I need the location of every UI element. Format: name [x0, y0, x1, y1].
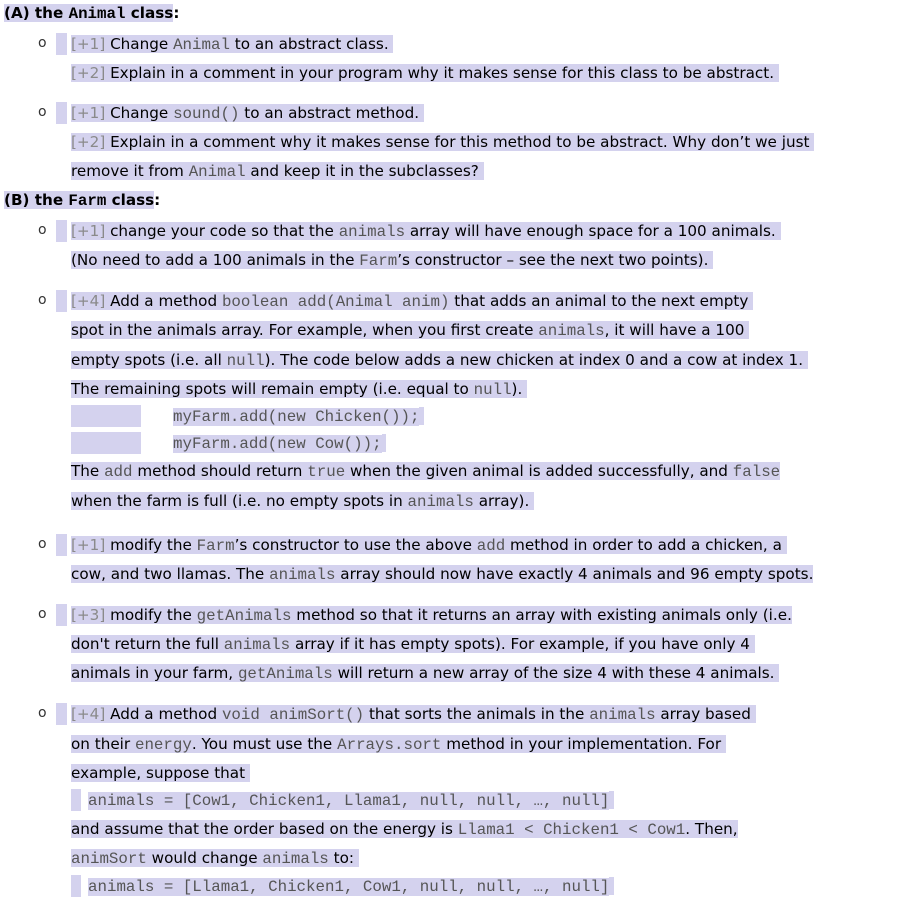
b-item-4-line-2: don't return the full animals array if it has empty spots). For example, if you have only 4: [71, 633, 755, 655]
b-item-2-line-5: The add method should return true when the given animal is added successfully, and false: [71, 462, 781, 481]
b-item-3-line-2: cow, and two llamas. The animals array should now have exactly 4 animals and 96 empty spots.: [71, 565, 814, 584]
b-item-2-line-4: The remaining spots will remain empty (i.e. equal to null).: [71, 378, 527, 400]
section-a-heading: (A) the Animal class:: [4, 4, 180, 23]
a-item-1-line-2: [+2] Explain in a comment in your program why it makes sense for this class to be abstract.: [71, 62, 779, 84]
bullet-icon: o: [38, 606, 47, 622]
bullet-icon: o: [38, 35, 47, 51]
a-item-2-line-3: remove it from Animal and keep it in the subclasses?: [71, 160, 484, 182]
b-item-2-line-3: empty spots (i.e. all null). The code below adds a new chicken at index 0 and a cow at index 1.: [71, 349, 808, 371]
code-indent-highlight: [71, 405, 141, 427]
a-item-2-line-2: [+2] Explain in a comment why it makes sense for this method to be abstract. Why don’t we just: [71, 131, 814, 153]
b-item-5-line-2: on their energy. You must use the Arrays.sort method in your implementation. For: [71, 733, 726, 755]
b-item-2-code-1: myFarm.add(new Chicken());: [173, 405, 424, 427]
code-indent-highlight: [71, 432, 141, 454]
bullet-icon: o: [38, 705, 47, 721]
bullet-icon: o: [38, 536, 47, 552]
b-item-4-line-3: animals in your farm, getAnimals will return a new array of the size 4 with these 4 animals.: [71, 662, 779, 684]
bullet-highlight: [56, 220, 67, 242]
b-item-5-line-5: animSort would change animals to:: [71, 847, 359, 869]
bullet-highlight: [56, 703, 67, 725]
a-item-2-line-1: [+1] Change sound() to an abstract method.: [71, 102, 424, 124]
bullet-icon: o: [38, 222, 47, 238]
bullet-highlight: [56, 33, 67, 55]
b-item-3-line-1: [+1] modify the Farm’s constructor to use the above add method in order to add a chicken, a: [71, 534, 787, 556]
bullet-highlight: [56, 604, 67, 626]
bullet-highlight: [56, 290, 67, 312]
b-item-5-line-3: example, suppose that: [71, 762, 250, 784]
bullet-icon: o: [38, 104, 47, 120]
code-indent-highlight: [71, 875, 81, 897]
a-item-1-line-1: [+1] Change Animal to an abstract class.: [71, 33, 393, 55]
b-item-4-line-1: [+3] modify the getAnimals method so that it returns an array with existing animals only (i.e.: [71, 606, 792, 625]
b-item-5-code-2: animals = [Llama1, Chicken1, Cow1, null, null, …, null]: [88, 875, 614, 897]
bullet-highlight: [56, 102, 67, 124]
bullet-highlight: [56, 534, 67, 556]
b-item-5-line-4: and assume that the order based on the energy is Llama1 < Chicken1 < Cow1. Then,: [71, 820, 738, 839]
b-item-1-line-1: [+1] change your code so that the animals array will have enough space for a 100 animals.: [71, 220, 781, 242]
section-b-heading: (B) the Farm class:: [4, 191, 161, 210]
b-item-2-line-1: [+4] Add a method boolean add(Animal anim) that adds an animal to the next empty: [71, 290, 753, 312]
b-item-2-line-2: spot in the animals array. For example, when you first create animals, it will have a 100: [71, 319, 749, 341]
bullet-icon: o: [38, 292, 47, 308]
code-indent-highlight: [71, 789, 81, 811]
b-item-5-line-1: [+4] Add a method void animSort() that sorts the animals in the animals array based: [71, 703, 756, 725]
b-item-2-line-6: when the farm is full (i.e. no empty spots in animals array).: [71, 490, 534, 512]
b-item-2-code-2: myFarm.add(new Cow());: [173, 432, 386, 454]
b-item-5-code-1: animals = [Cow1, Chicken1, Llama1, null, null, …, null]: [88, 789, 614, 811]
b-item-1-line-2: (No need to add a 100 animals in the Farm’s constructor – see the next two points).: [71, 249, 713, 271]
